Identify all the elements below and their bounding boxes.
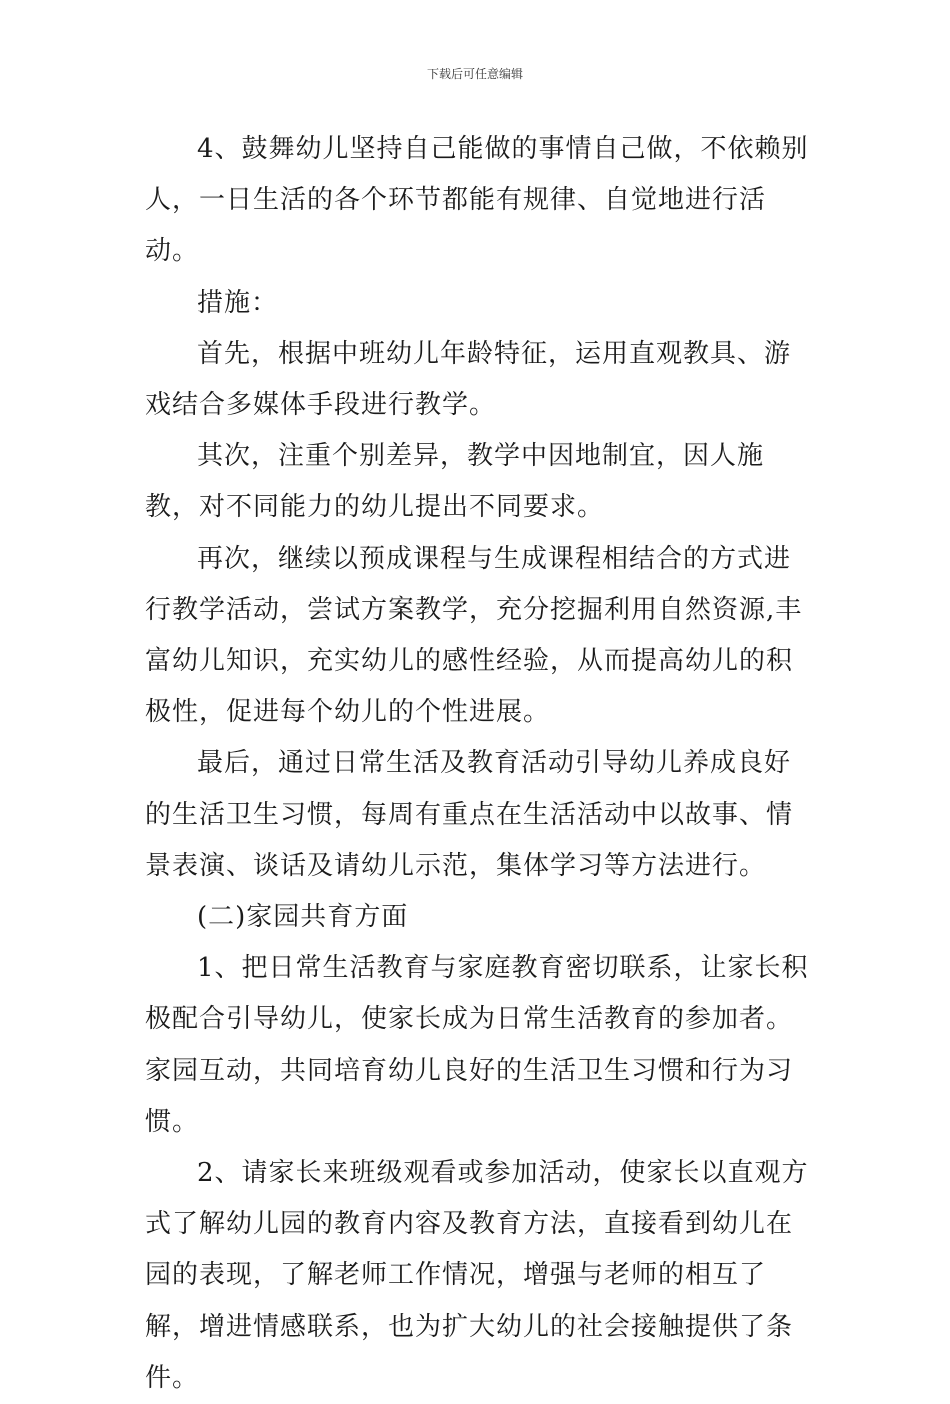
page-header: 下载后可任意编辑 — [426, 67, 523, 81]
paragraph-measures-heading: 措施： — [197, 287, 279, 318]
paragraph-item-4: 4、鼓舞幼儿坚持自己能做的事情自己做，不依赖别人，一日生活的各个环节都能有规律、自觉地进行活动。 — [145, 134, 809, 267]
section-heading-home-school: (二)家园共育方面 — [197, 902, 409, 933]
document-body — [145, 124, 815, 1404]
paragraph-item-2: 2、请家长来班级观看或参加活动，使家长以直观方式了解幼儿园的教育内容及教育方法，直接看到幼儿在园的表现，了解老师工作情况，增强与老师的相互了解，增进情感联系，也为扩大幼儿的社会接触提供了条件。 — [145, 1158, 809, 1393]
paragraph-third: 再次，继续以预成课程与生成课程相结合的方式进行教学活动，尝试方案教学，充分挖掘利用自然资源,丰富幼儿知识，充实幼儿的感性经验，从而提高幼儿的积极性，促进每个幼儿的个性进展。 — [145, 543, 803, 728]
paragraph-first: 首先，根据中班幼儿年龄特征，运用直观教具、游戏结合多媒体手段进行教学。 — [145, 338, 792, 421]
paragraph-second: 其次，注重个别差异，教学中因地制宜，因人施教，对不同能力的幼儿提出不同要求。 — [145, 441, 765, 523]
paragraph-item-1: 1、把日常生活教育与家庭教育密切联系，让家长积极配合引导幼儿，使家长成为日常生活教育的参加者。家园互动，共同培育幼儿良好的生活卫生习惯和行为习惯。 — [145, 953, 809, 1137]
paragraph-finally: 最后，通过日常生活及教育活动引导幼儿养成良好的生活卫生习惯，每周有重点在生活活动中以故事、情景表演、谈话及请幼儿示范，集体学习等方法进行。 — [145, 748, 794, 881]
